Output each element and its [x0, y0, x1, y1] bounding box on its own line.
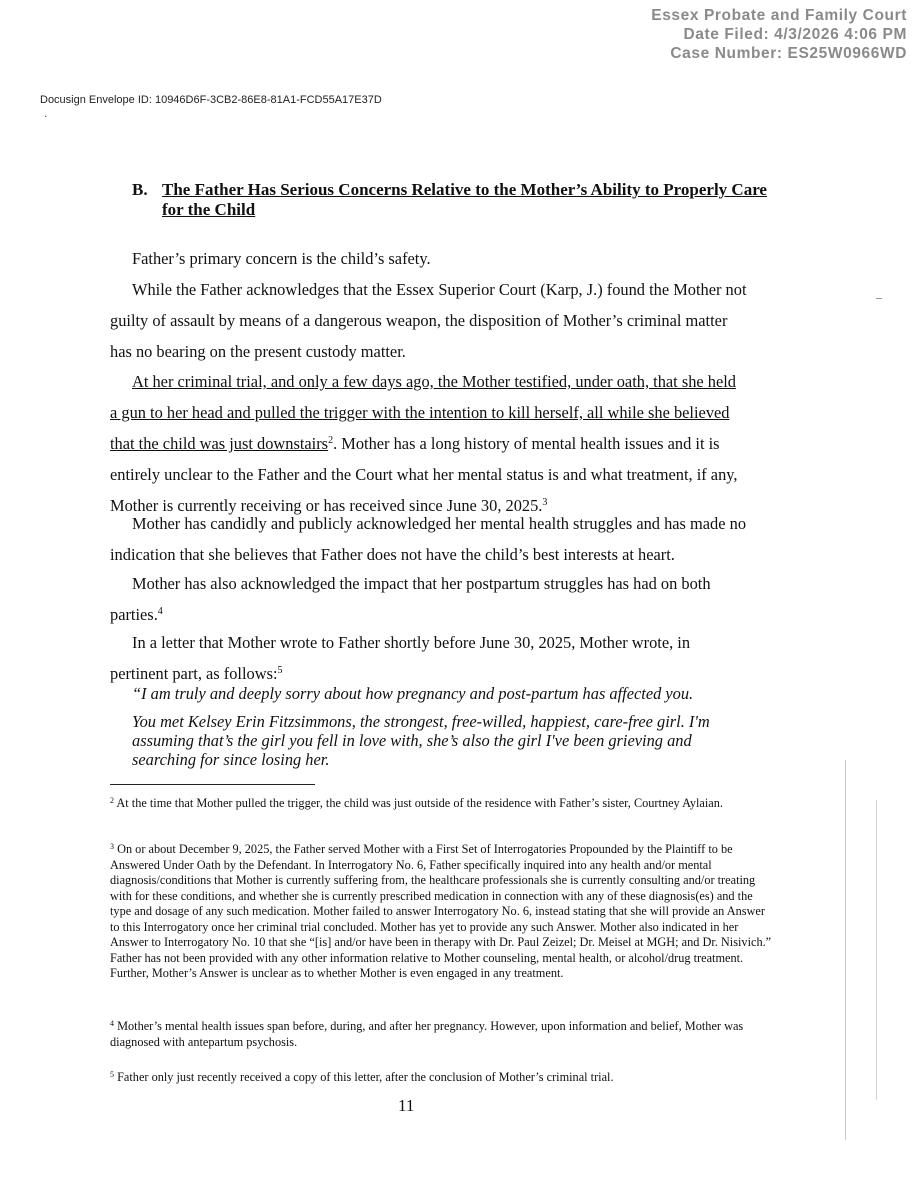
- paragraph-line: Mother is currently receiving or has received since June 30, 2025.: [110, 496, 543, 515]
- section-heading: [132, 180, 772, 220]
- block-quote-line1: “I am truly and deeply sorry about how pregnancy and post-partum has affected you.: [132, 684, 694, 703]
- paragraph-line: entirely unclear to the Father and the Court what her mental status is and what treatment, if any,: [110, 465, 738, 484]
- stamp-court: Essex Probate and Family Court: [651, 7, 907, 24]
- paragraph-line: parties.: [110, 605, 158, 624]
- footnote-number: 4: [110, 1019, 114, 1028]
- footnote-text: On or about December 9, 2025, the Father served Mother with a First Set of Interrogatories Propounded by the Plaintiff to be Answered Under Oath by the Defendant. In Interrogatory No. 6, Father specifically inquired into any health and/or mental diagnosis/conditions that Mother is currently suffering from, the healthcare professionals she is currently consulting and/or treating with for these conditions, and whether she is currently prescribed medication in connection with any of these diagnosis(es) and the type and dosage of any such medication. Mother failed to answer Interrogatory No. 6, instead stating that she will provide an Answer to this Interrogatory once her criminal trial concluded. Mother has yet to provide any such Answer. Mother also indicated in her Answer to Interrogatory No. 10 that she “[is] and/or have been in therapy with Dr. Paul Zeizel; Dr. Meisel at MGH; and Dr. Nisivich.” Father has not been provided with any other information relative to Mother counseling, mental health, or alcohol/drug treatment. Further, Mother’s Answer is unclear as to whether Mother is even engaged in any treatment.: [110, 842, 772, 980]
- paragraph-line: Mother has also acknowledged the impact that her postpartum struggles has had on both: [132, 574, 711, 593]
- footnote-ref: 2: [328, 435, 334, 446]
- quote-line: searching for since losing her.: [132, 750, 330, 769]
- paragraph-line: In a letter that Mother wrote to Father shortly before June 30, 2025, Mother wrote, in: [132, 633, 691, 652]
- footnote-text: At the time that Mother pulled the trigger, the child was just outside of the residence with Father’s sister, Courtney Aylaian.: [116, 796, 723, 810]
- filing-stamp: [651, 6, 907, 63]
- quote-line: You met Kelsey Erin Fitzsimmons, the strongest, free-willed, happiest, care-free girl. I'm: [132, 712, 710, 731]
- underlined-text: that the child was just downstairs: [110, 434, 329, 453]
- paragraph-line: has no bearing on the present custody matter.: [110, 342, 406, 361]
- paragraph-text: . Mother has a long history of mental health issues and it is: [333, 434, 720, 453]
- scan-artifact: [876, 298, 882, 299]
- footnote-ref: 5: [277, 665, 283, 676]
- footnote-text: Father only just recently received a copy of this letter, after the conclusion of Mother’s criminal trial.: [117, 1070, 614, 1084]
- quote-line: assuming that’s the girl you fell in love with, she’s also the girl I've been grieving and: [132, 731, 692, 750]
- paragraph-line: Mother has candidly and publicly acknowledged her mental health struggles and has made no: [132, 514, 747, 533]
- underlined-text: At her criminal trial, and only a few days ago, the Mother testified, under oath, that she held: [132, 372, 736, 391]
- paragraph-line: pertinent part, as follows:: [110, 664, 278, 683]
- paragraph-line: guilty of assault by means of a dangerous weapon, the disposition of Mother’s criminal matter: [110, 311, 728, 330]
- footnote-ref: 3: [542, 497, 548, 508]
- paragraph-criminal-trial: [110, 366, 770, 521]
- block-quote-paragraph: [132, 712, 772, 769]
- section-heading-line2: for the Child: [162, 200, 256, 219]
- paragraph-line: While the Father acknowledges that the Essex Superior Court (Karp, J.) found the Mother not: [132, 280, 747, 299]
- page-number: 11: [398, 1096, 415, 1115]
- footnote-text: Mother’s mental health issues span before, during, and after her pregnancy. However, upon information and belief, Mother was diagnosed with antepartum psychosis.: [110, 1019, 744, 1049]
- paragraph-acknowledges: [110, 274, 770, 367]
- footnote-number: 2: [110, 796, 114, 805]
- paragraph-postpartum: [110, 568, 770, 630]
- paragraph-mental-health: [110, 508, 770, 570]
- footnote-4: [110, 1019, 772, 1050]
- footnote-divider: [110, 784, 315, 785]
- paragraph-text: Father’s primary concern is the child’s safety.: [132, 249, 431, 268]
- scan-edge-line: [845, 760, 846, 1140]
- footnote-number: 5: [110, 1070, 114, 1079]
- underlined-text: a gun to her head and pulled the trigger with the intention to kill herself, all while she believed: [110, 403, 730, 422]
- footnote-2: [110, 796, 772, 812]
- footnote-5: [110, 1070, 772, 1086]
- footnote-ref: 4: [157, 606, 163, 617]
- margin-tick-mark: ·: [44, 112, 48, 123]
- stamp-date-filed: Date Filed: 4/3/2026 4:06 PM: [683, 26, 907, 43]
- section-letter: B.: [132, 180, 148, 199]
- paragraph-line: indication that she believes that Father does not have the child’s best interests at heart.: [110, 545, 675, 564]
- paragraph-primary-concern: [110, 243, 770, 274]
- scan-edge-line: [876, 800, 877, 1100]
- footnote-3: [110, 842, 772, 982]
- section-heading-line1: The Father Has Serious Concerns Relative to the Mother’s Ability to Properly Care: [162, 180, 767, 199]
- docusign-envelope-id: Docusign Envelope ID: 10946D6F-3CB2-86E8-81A1-FCD55A17E37D: [40, 94, 382, 106]
- footnote-number: 3: [110, 842, 114, 851]
- stamp-case-number: Case Number: ES25W0966WD: [670, 45, 907, 62]
- paragraph-letter: [110, 627, 770, 689]
